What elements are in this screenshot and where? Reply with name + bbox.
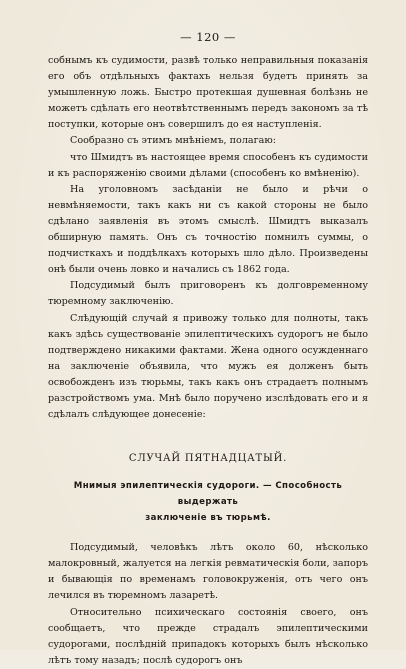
paragraph-mental-state: Относительно психическаго состоянія своего, онъ сообщаетъ, что прежде страдалъ эпилептическими судорогами, послѣдній припадокъ которыхъ былъ нѣсколько лѣтъ тому назадъ; послѣ судорогъ онъ: [48, 606, 368, 666]
subtitle-line-2: заключеніе въ тюрьмѣ.: [145, 513, 271, 524]
paragraph-conclusion: что Шмидтъ въ настоящее время способенъ къ судимости и къ распоряженію своими дѣлами (способенъ ко вмѣненію).: [48, 151, 368, 179]
subtitle-line-1: Мнимыя эпилептическія судороги. — Способность выдержать: [73, 481, 343, 508]
paragraph-continuation: собнымъ къ судимости, развѣ только неправильныя показанія его объ отдѣльныхъ фактахъ нельзя будетъ принять за умышленную ложь. Быстро протекшая душевная болѣзнь не можетъ сдѣлать его неотвѣтственнымъ передъ закономъ за тѣ поступки, которые онъ совершилъ до ея наступленія.: [48, 55, 368, 131]
section-subtitle: [48, 478, 368, 526]
section-title: СЛУЧАЙ ПЯТНАДЦАТЫЙ.: [128, 453, 288, 465]
paragraph-trial: На уголовномъ засѣданіи не было и рѣчи о невмѣняемости, такъ какъ ни съ какой стороны не было сдѣлано заявленія въ этомъ смыслѣ. Шмидтъ выказалъ обширную память. Онъ съ точностію помнилъ суммы, о подчисткахъ и поддѣлкахъ которыхъ шло дѣло. Произведены онѣ были очень ловко и начались съ 1862 года.: [48, 183, 368, 276]
paragraph-patient: Подсудимый, человѣкъ лѣтъ около 60, нѣсколько малокровный, жалуется на легкія ревматическія боли, запоръ и бывающія по временамъ головокруженія, отъ чего онъ лечился въ тюремномъ лазаретѣ.: [48, 542, 368, 602]
paragraph-conclusion-intro: Сообразно съ этимъ мнѣніемъ, полагаю:: [70, 135, 276, 147]
page-number: — 120 —: [180, 30, 236, 44]
paragraph-next-case-intro: Слѣдующій случай я привожу только для полноты, такъ какъ здѣсь существованіе эпилептическихъ судорогъ не было подтверждено никакими фактами. Жена одного осужденнаго на заключеніе объявила, что мужъ ея долженъ быть освобожденъ изъ тюрьмы, такъ какъ онъ страдаетъ полнымъ разстройствомъ ума. Мнѣ было поручено изслѣдовать его и я сдѣлалъ слѣдующее донесеніе:: [48, 312, 368, 421]
paragraph-sentence: Подсудимый былъ приговоренъ къ долговременному тюремному заключенію.: [48, 280, 368, 308]
